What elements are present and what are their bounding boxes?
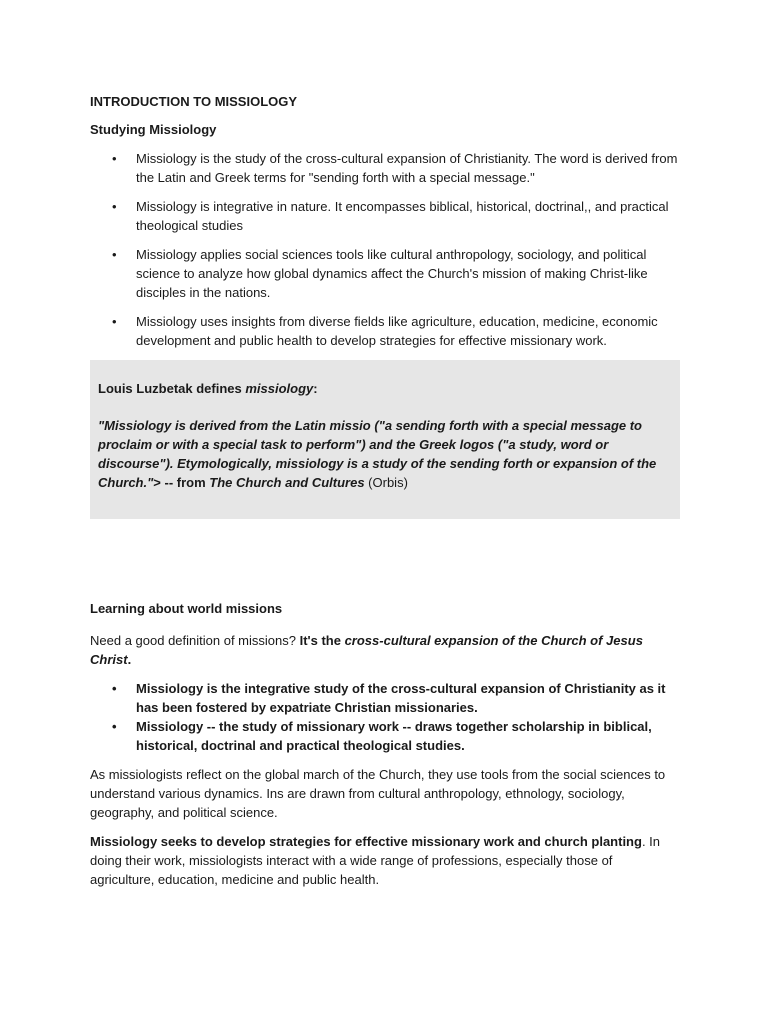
- section-title-world-missions: Learning about world missions: [90, 601, 283, 616]
- world-missions-bullet-list: [90, 679, 680, 755]
- strategies-rest: . In doing their work, missiologists interact with a wide range of professions, especially those of agriculture, education, medicine and public health.: [90, 834, 661, 887]
- list-item: • Missiology uses insights from diverse fields like agriculture, education, medicine, economic development and public health to develop strategies for effective missionary work.: [90, 312, 680, 350]
- quote-body: [98, 416, 670, 492]
- publisher: (Orbis): [364, 475, 408, 490]
- quote-text: "Missiology is derived from the Latin missio ("a sending forth with a special message to proclaim or with a special task to perform") and the Greek logos ("a study, word or discourse"). Etymologically, missiology is a study of the sending forth or expansion of the Church.": [98, 418, 657, 490]
- section-title-studying: Studying Missiology: [90, 122, 217, 137]
- list-item: • Missiology is the integrative study of the cross-cultural expansion of Christianity as it has been fostered by expatriate Christian missionaries.: [90, 679, 680, 717]
- strategies-paragraph: [90, 832, 680, 889]
- page-title: INTRODUCTION TO MISSIOLOGY: [90, 94, 298, 109]
- list-item: • Missiology -- the study of missionary work -- draws together scholarship in biblical, historical, doctrinal and practical theological studies.: [90, 717, 680, 755]
- quote-box: [90, 360, 680, 519]
- list-item: • Missiology applies social sciences tools like cultural anthropology, sociology, and political science to analyze how global dynamics affect the Church's mission of making Christ-like disciples in the nations.: [90, 245, 680, 302]
- quote-heading-suffix: :: [313, 381, 318, 396]
- quote-from: > -- from: [153, 475, 210, 490]
- book-title: The Church and Cultures: [209, 475, 365, 490]
- list-item: • Missiology is integrative in nature. It encompasses biblical, historical, doctrinal,, and practical theological studies: [90, 197, 680, 235]
- definition-end: .: [127, 652, 132, 667]
- social-sciences-paragraph: As missiologists reflect on the global march of the Church, they use tools from the social sciences to understand various dynamics. Ins are drawn from cultural anthropology, ethnology, sociology, geography, and political science.: [90, 767, 666, 820]
- missiology-bullet-list: [90, 149, 680, 350]
- definition-intro: Need a good definition of missions?: [90, 633, 300, 648]
- definition-bold-italic: cross-cultural expansion of the Church of Jesus Christ: [90, 633, 643, 667]
- definition-paragraph: [90, 631, 680, 669]
- list-item: • Missiology is the study of the cross-cultural expansion of Christianity. The word is derived from the Latin and Greek terms for "sending forth with a special message.": [90, 149, 680, 187]
- quote-heading-term: missiology: [245, 381, 314, 396]
- definition-bold: It's the: [299, 633, 345, 648]
- strategies-bold: Missiology seeks to develop strategies for effective missionary work and church planting: [90, 834, 642, 849]
- document-content: [90, 93, 680, 889]
- quote-heading: [98, 379, 670, 398]
- quote-heading-prefix: Louis Luzbetak defines: [98, 381, 246, 396]
